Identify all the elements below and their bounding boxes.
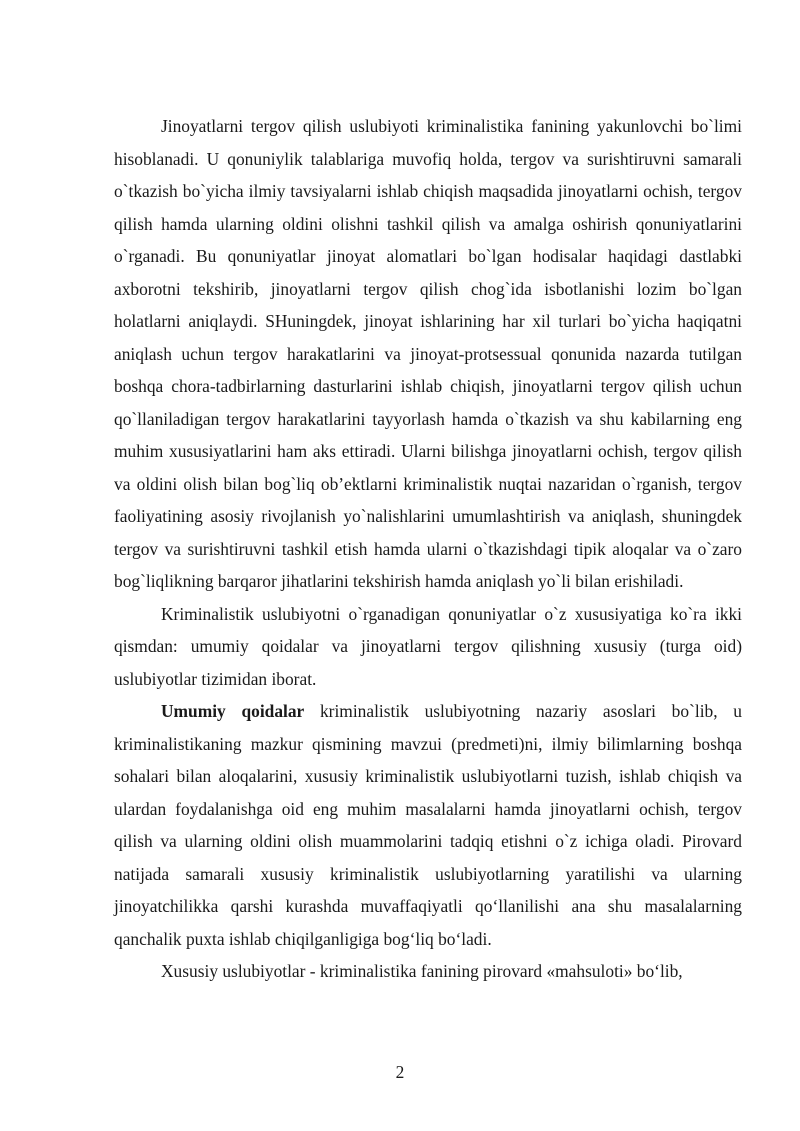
page-number: 2 <box>395 1062 405 1082</box>
bold-term: Umumiy qoidalar <box>161 701 305 721</box>
paragraph-3-text: kriminalistik uslubiyotning nazariy asoslari bo`lib, u kriminalistikaning mazkur qismining mavzui (predmeti)ni, ilmiy bilimlarning boshqa sohalari bilan aloqalarini, xususiy kriminalistik uslubiyotlarni tuzish, ishlab chiqish va ulardan foydalanishga oid eng muhim masalalarni hamda jinoyatlarni ochish, tergov qilish va ularning oldini olish muammolarini tadqiq etishni o`z ichiga oladi. Pirovard natijada samarali xususiy kriminalistik uslubiyotlarning yaratilishi va ularning jinoyatchilikka qarshi kurashda muvaffaqiyatli qo‘llanilishi ana shu masalalarning qanchalik puxta ishlab chiqilganligiga bog‘liq bo‘ladi. <box>114 701 742 949</box>
paragraph-4: Xususiy uslubiyotlar - kriminalistika fanining pirovard «mahsuloti» bo‘lib, <box>161 961 683 981</box>
paragraph-1: Jinoyatlarni tergov qilish uslubiyoti kriminalistika fanining yakunlovchi bo`limi hisoblanadi. U qonuniylik talablariga muvofiq holda, tergov va surishtiruvni samarali o`tkazish bo`yicha ilmiy tavsiyalarni ishlab chiqish maqsadida jinoyatlarni ochish, tergov qilish hamda ularning oldini olishni tashkil qilish va amalga oshirish qonuniyatlarini o`rganadi. Bu qonuniyatlar jinoyat alomatlari bo`lgan hodisalar haqidagi dastlabki axborotni tekshirib, jinoyatlarni tergov qilish chog`ida isbotlanishi lozim bo`lgan holatlarni aniqlaydi. SHuningdek, jinoyat ishlarining har xil turlari bo`yicha haqiqatni aniqlash uchun tergov harakatlarini va jinoyat-protsessual qonunida nazarda tutilgan boshqa chora-tadbirlarning dasturlarini ishlab chiqish, jinoyatlarni tergov qilish uchun qo`llaniladigan tergov harakatlarini tayyorlash hamda o`tkazish va shu kabilarning eng muhim xususiyatlarini ham aks ettiradi. Ularni bilishga jinoyatlarni ochish, tergov qilish va oldini olish bilan bog`liq ob’ektlarni kriminalistik nuqtai nazaridan o`rganish, tergov faoliyatining asosiy rivojlanish yo`nalishlarini umumlashtirish va aniqlash, shuningdek tergov va surishtiruvni tashkil etish hamda ularni o`tkazishdagi tipik aloqalar va o`zaro bog`liqlikning barqaror jihatlarini tekshirish hamda aniqlash yo`li bilan erishiladi. <box>114 116 742 591</box>
paragraph-2: Kriminalistik uslubiyotni o`rganadigan qonuniyatlar o`z xususiyatiga ko`ra ikki qismdan: umumiy qoidalar va jinoyatlarni tergov qilishning xususiy (turga oid) uslubiyotlar tizimidan iborat. <box>114 603 742 689</box>
paragraph-3 <box>114 695 742 955</box>
body-text <box>114 110 742 988</box>
